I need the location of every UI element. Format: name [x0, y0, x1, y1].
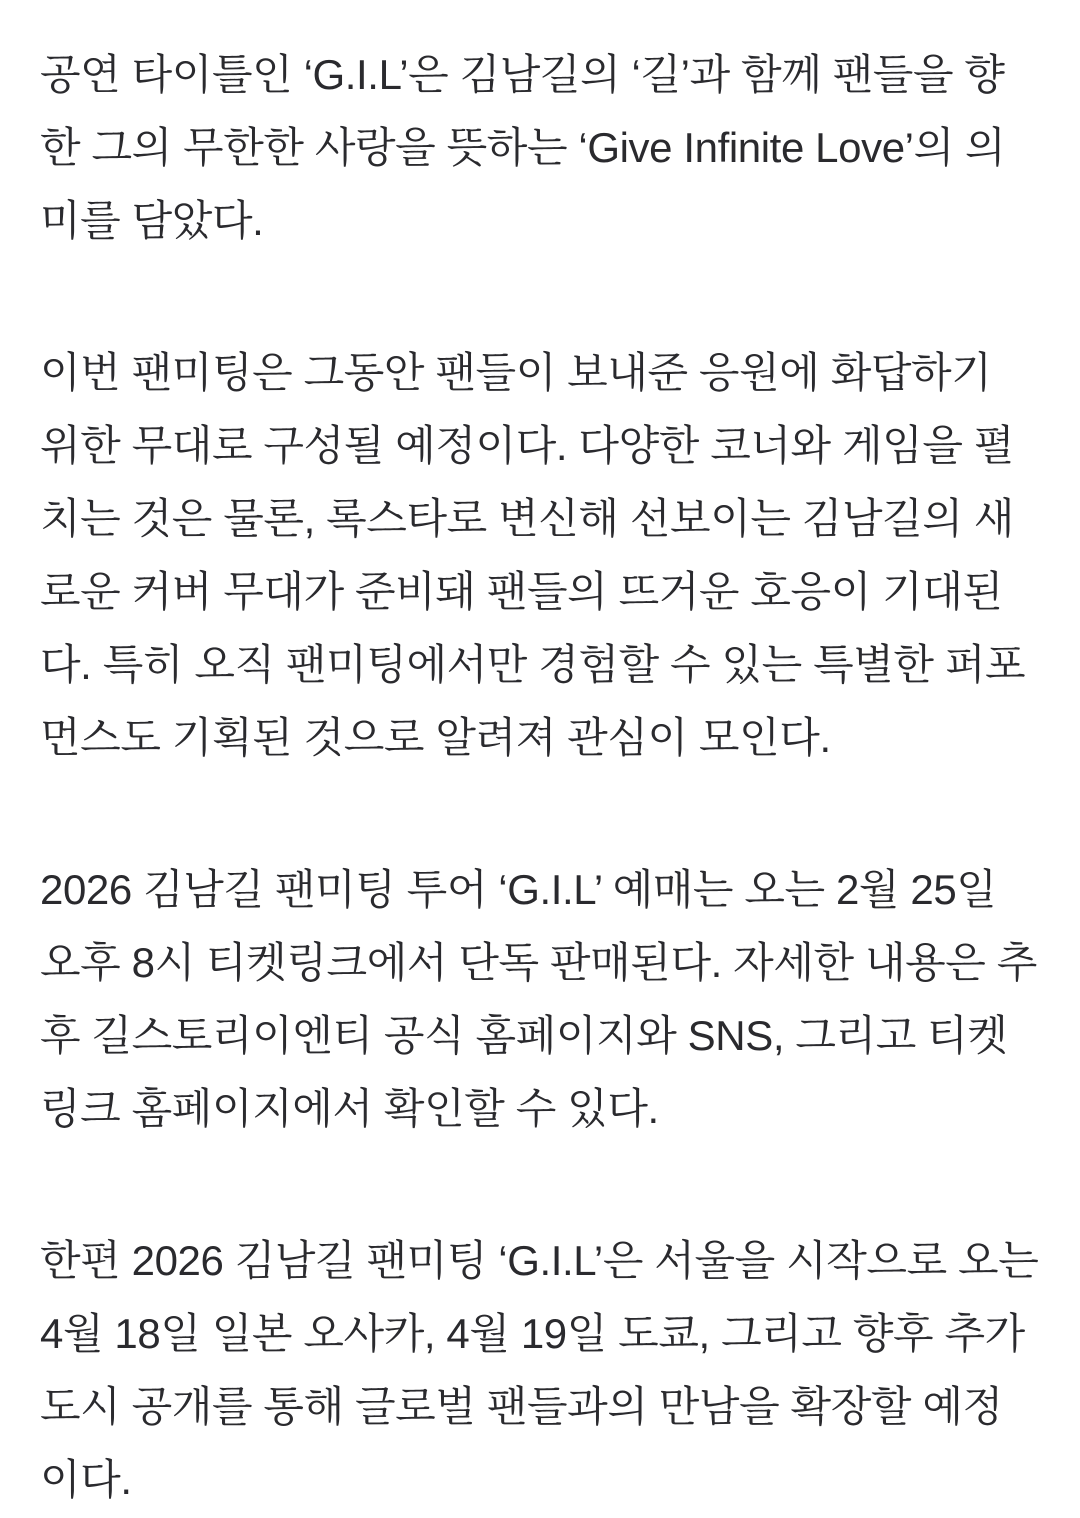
article-paragraph-3: 2026 김남길 팬미팅 투어 ‘G.I.L’ 예매는 오는 2월 25일 오후 8시 티켓링크에서 단독 판매된다. 자세한 내용은 추후 길스토리이엔티 공식 홈페이지와 SNS, 그리고 티켓링크 홈페이지에서 확인할 수 있다. — [40, 866, 1037, 1132]
article-paragraph-2: 이번 팬미팅은 그동안 팬들이 보내준 응원에 화답하기 위한 무대로 구성될 예정이다. 다양한 코너와 게임을 펼치는 것은 물론, 록스타로 변신해 선보이는 김남길의 새로운 커버 무대가 준비돼 팬들의 뜨거운 호응이 기대된다. 특히 오직 팬미팅에서만 경험할 수 있는 특별한 퍼포먼스도 기획된 것으로 알려져 관심이 모인다. — [40, 349, 1026, 761]
article-paragraph-4: 한편 2026 김남길 팬미팅 ‘G.I.L’은 서울을 시작으로 오는 4월 18일 일본 오사카, 4월 19일 도쿄, 그리고 향후 추가 도시 공개를 통해 글로벌 팬들과의 만남을 확장할 예정이다. — [40, 1237, 1039, 1503]
article-paragraph-1: 공연 타이틀인 ‘G.I.L’은 김남길의 ‘길’과 함께 팬들을 향한 그의 무한한 사랑을 뜻하는 ‘Give Infinite Love’의 의미를 담았다. — [40, 51, 1006, 244]
